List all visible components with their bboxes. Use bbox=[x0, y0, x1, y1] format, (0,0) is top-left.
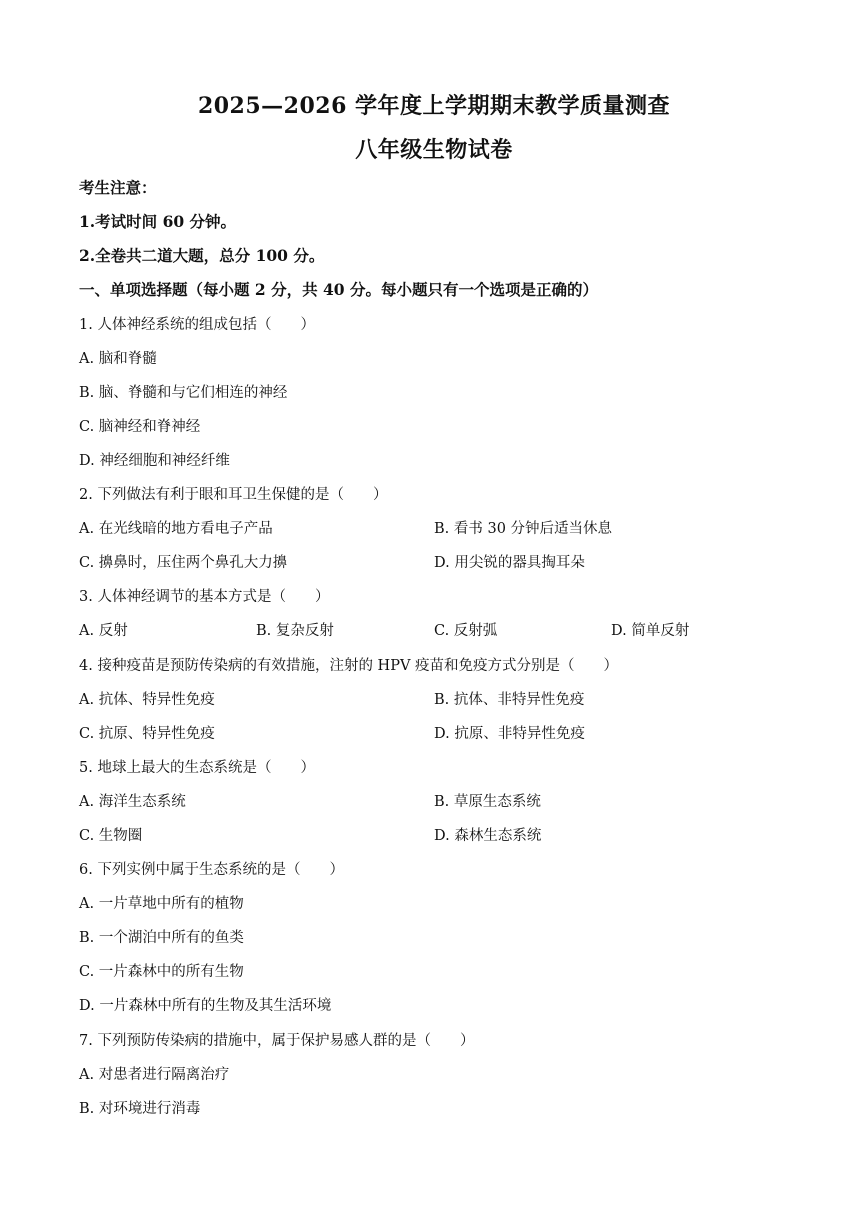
option-d: D. 一片森林中所有的生物及其生活环境 bbox=[79, 998, 332, 1014]
option-b: B. 对环境进行消毒 bbox=[79, 1101, 201, 1117]
option-a: A. 抗体、特异性免疫 bbox=[79, 692, 215, 708]
notice-item-time: 1.考试时间 60 分钟。 bbox=[79, 212, 237, 231]
option-d: D. 用尖锐的器具掏耳朵 bbox=[434, 555, 585, 571]
option-c: C. 反射弧 bbox=[434, 623, 498, 639]
option-b: B. 看书 30 分钟后适当休息 bbox=[434, 521, 613, 537]
option-a: A. 脑和脊髓 bbox=[79, 351, 157, 367]
section-heading: 一、单项选择题（每小题 2 分，共 40 分。每小题只有一个选项是正确的） bbox=[79, 280, 598, 299]
notice-item-score: 2.全卷共二道大题，总分 100 分。 bbox=[79, 246, 325, 265]
option-d: D. 森林生态系统 bbox=[434, 828, 542, 844]
option-c: C. 擤鼻时，压住两个鼻孔大力擤 bbox=[79, 555, 288, 571]
page-title: 2025—2026 学年度上学期期末教学质量测查 bbox=[197, 93, 671, 119]
page-subtitle: 八年级生物试卷 bbox=[355, 137, 513, 163]
question-stem: 6. 下列实例中属于生态系统的是（ ） bbox=[79, 862, 344, 878]
option-b: B. 抗体、非特异性免疫 bbox=[434, 692, 585, 708]
option-c: C. 一片森林中的所有生物 bbox=[79, 964, 244, 980]
option-b: B. 草原生态系统 bbox=[434, 794, 541, 810]
option-a: A. 一片草地中所有的植物 bbox=[79, 896, 244, 912]
question-stem: 7. 下列预防传染病的措施中，属于保护易感人群的是（ ） bbox=[79, 1033, 475, 1049]
notice-heading: 考生注意： bbox=[79, 178, 157, 197]
option-c: C. 脑神经和脊神经 bbox=[79, 419, 201, 435]
option-a: A. 反射 bbox=[79, 623, 128, 639]
option-b: B. 一个湖泊中所有的鱼类 bbox=[79, 930, 244, 946]
question-stem: 1. 人体神经系统的组成包括（ ） bbox=[79, 317, 315, 333]
option-c: C. 抗原、特异性免疫 bbox=[79, 726, 215, 742]
option-a: A. 在光线暗的地方看电子产品 bbox=[79, 521, 273, 537]
option-a: A. 海洋生态系统 bbox=[79, 794, 186, 810]
option-b: B. 脑、脊髓和与它们相连的神经 bbox=[79, 385, 288, 401]
question-stem: 3. 人体神经调节的基本方式是（ ） bbox=[79, 589, 330, 605]
question-stem: 4. 接种疫苗是预防传染病的有效措施，注射的 HPV 疫苗和免疫方式分别是（ ） bbox=[79, 658, 619, 674]
option-c: C. 生物圈 bbox=[79, 828, 143, 844]
question-stem: 2. 下列做法有利于眼和耳卫生保健的是（ ） bbox=[79, 487, 388, 503]
option-b: B. 复杂反射 bbox=[256, 623, 334, 639]
option-d: D. 抗原、非特异性免疫 bbox=[434, 726, 585, 742]
option-d: D. 简单反射 bbox=[611, 623, 690, 639]
option-d: D. 神经细胞和神经纤维 bbox=[79, 453, 230, 469]
option-a: A. 对患者进行隔离治疗 bbox=[79, 1067, 230, 1083]
question-stem: 5. 地球上最大的生态系统是（ ） bbox=[79, 760, 315, 776]
